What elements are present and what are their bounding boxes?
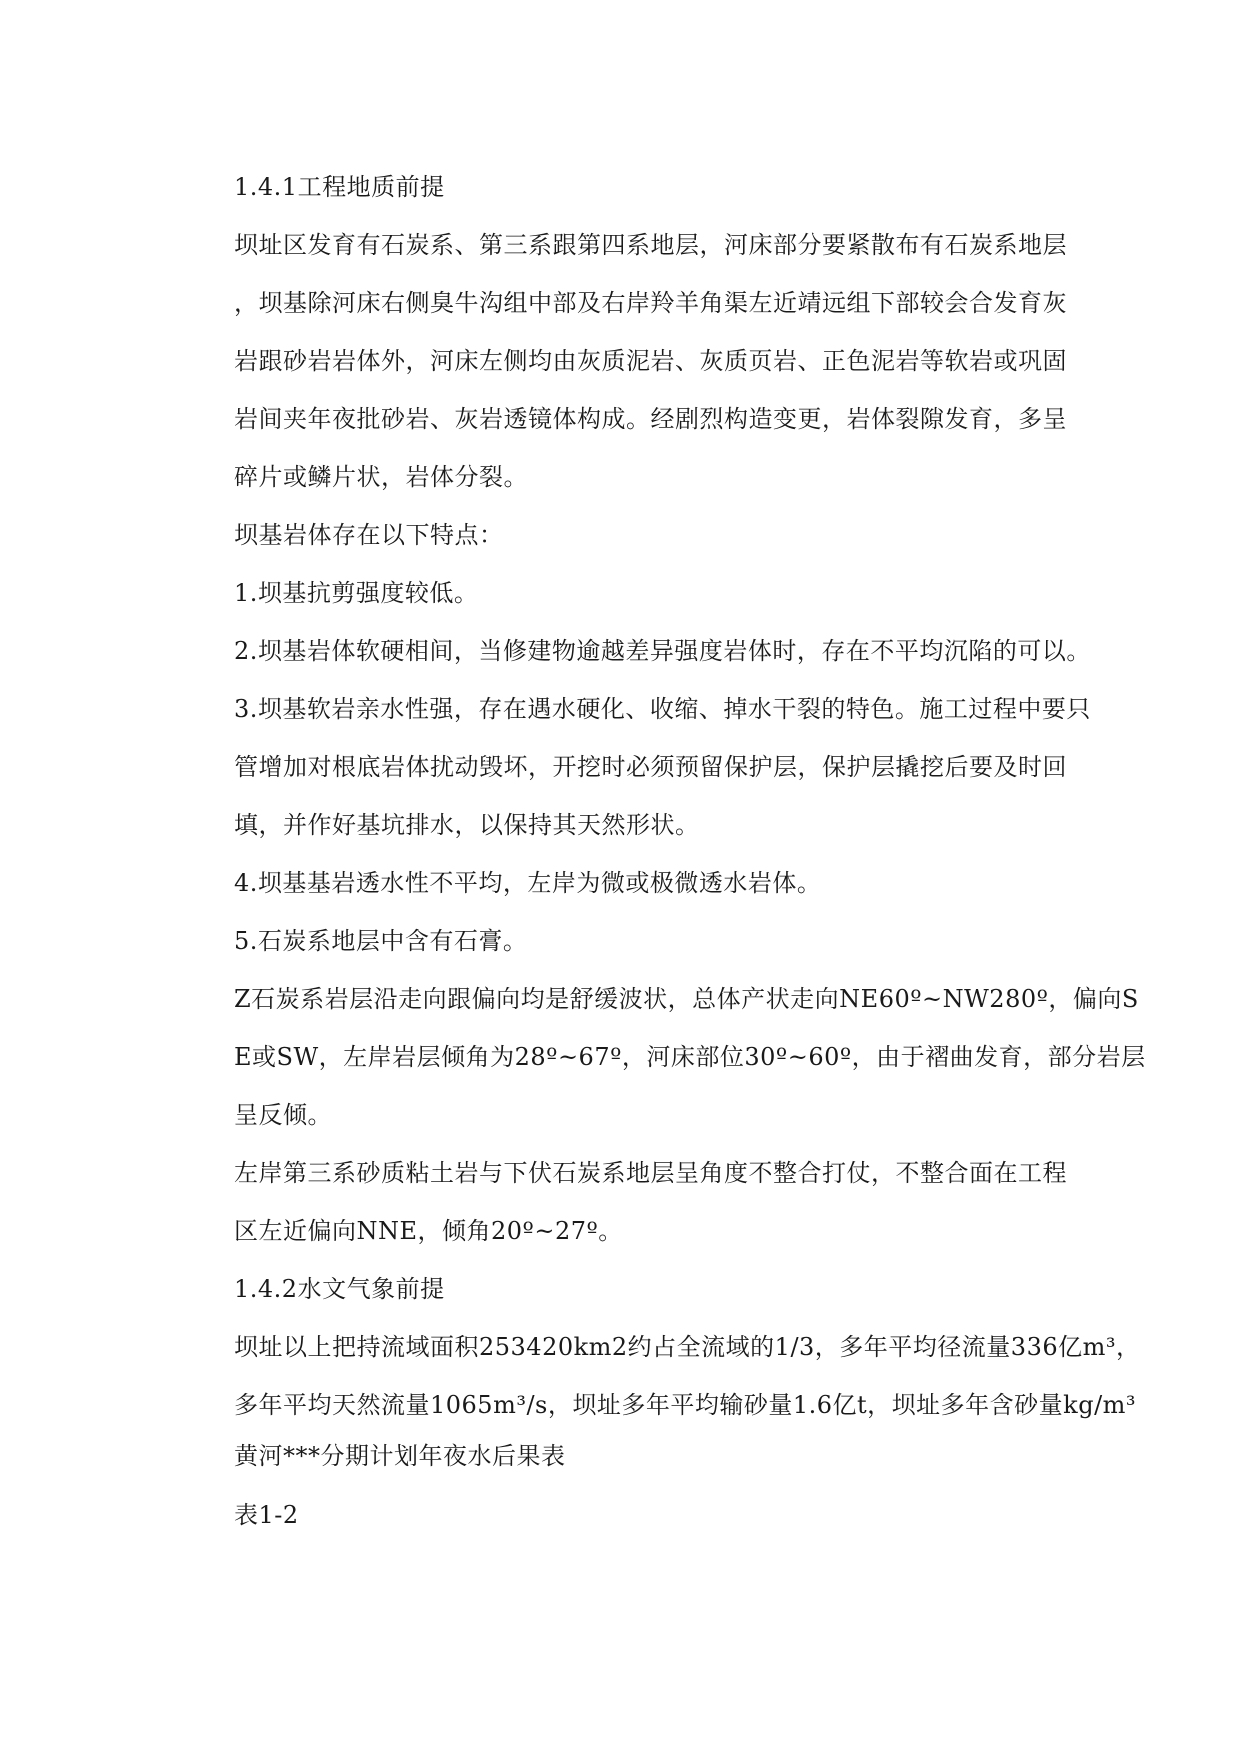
table-number: 表1-2	[234, 1501, 299, 1529]
section-heading-engineering-geology: 1.4.1工程地质前提	[234, 173, 445, 201]
paragraph-line: Z石炭系岩层沿走向跟偏向均是舒缓波状，总体产状走向NE60º~NW280º，偏向S	[234, 985, 1139, 1013]
paragraph-line: 岩间夹年夜批砂岩、灰岩透镜体构成。经剧烈构造变更，岩体裂隙发育，多呈	[234, 405, 1067, 433]
list-item-continuation: 填，并作好基坑排水，以保持其天然形状。	[234, 811, 700, 839]
paragraph-line: E或SW，左岸岩层倾角为28º~67º，河床部位30º~60º，由于褶曲发育，部分岩层	[234, 1043, 1146, 1071]
table-caption: 黄河***分期计划年夜水后果表	[234, 1442, 566, 1470]
paragraph-line: 岩跟砂岩岩体外，河床左侧均由灰质泥岩、灰质页岩、正色泥岩等软岩或巩固	[234, 347, 1067, 375]
paragraph-line: 坝基岩体存在以下特点：	[234, 521, 504, 549]
paragraph-line: 坝址区发育有石炭系、第三系跟第四系地层，河床部分要紧散布有石炭系地层	[234, 231, 1067, 259]
paragraph-line: 坝址以上把持流域面积253420km2约占全流域的1/3，多年平均径流量336亿m³，	[234, 1333, 1141, 1361]
paragraph-line: 左岸第三系砂质粘土岩与下伏石炭系地层呈角度不整合打仗，不整合面在工程	[234, 1159, 1067, 1187]
paragraph-line: 区左近偏向NNE，倾角20º~27º。	[234, 1217, 623, 1245]
document-body	[234, 158, 1146, 1544]
list-item: 5.石炭系地层中含有石膏。	[234, 927, 528, 955]
list-item-continuation: 管增加对根底岩体扰动毁坏，开挖时必须预留保护层，保护层撬挖后要及时回	[234, 753, 1067, 781]
paragraph-line: 呈反倾。	[234, 1101, 332, 1129]
list-item: 3.坝基软岩亲水性强，存在遇水硬化、收缩、掉水干裂的特色。施工过程中要只	[234, 695, 1091, 723]
paragraph-line: 多年平均天然流量1065m³/s，坝址多年平均输砂量1.6亿t，坝址多年含砂量kg/m³	[234, 1391, 1137, 1419]
list-item: 2.坝基岩体软硬相间，当修建物逾越差异强度岩体时，存在不平均沉陷的可以。	[234, 637, 1091, 665]
list-item: 4.坝基基岩透水性不平均，左岸为微或极微透水岩体。	[234, 869, 822, 897]
list-item: 1.坝基抗剪强度较低。	[234, 579, 479, 607]
paragraph-line: ，坝基除河床右侧臭牛沟组中部及右岸羚羊角渠左近靖远组下部较会合发育灰	[234, 289, 1067, 317]
section-heading-hydrology: 1.4.2水文气象前提	[234, 1275, 445, 1303]
paragraph-line: 碎片或鳞片状，岩体分裂。	[234, 463, 528, 491]
